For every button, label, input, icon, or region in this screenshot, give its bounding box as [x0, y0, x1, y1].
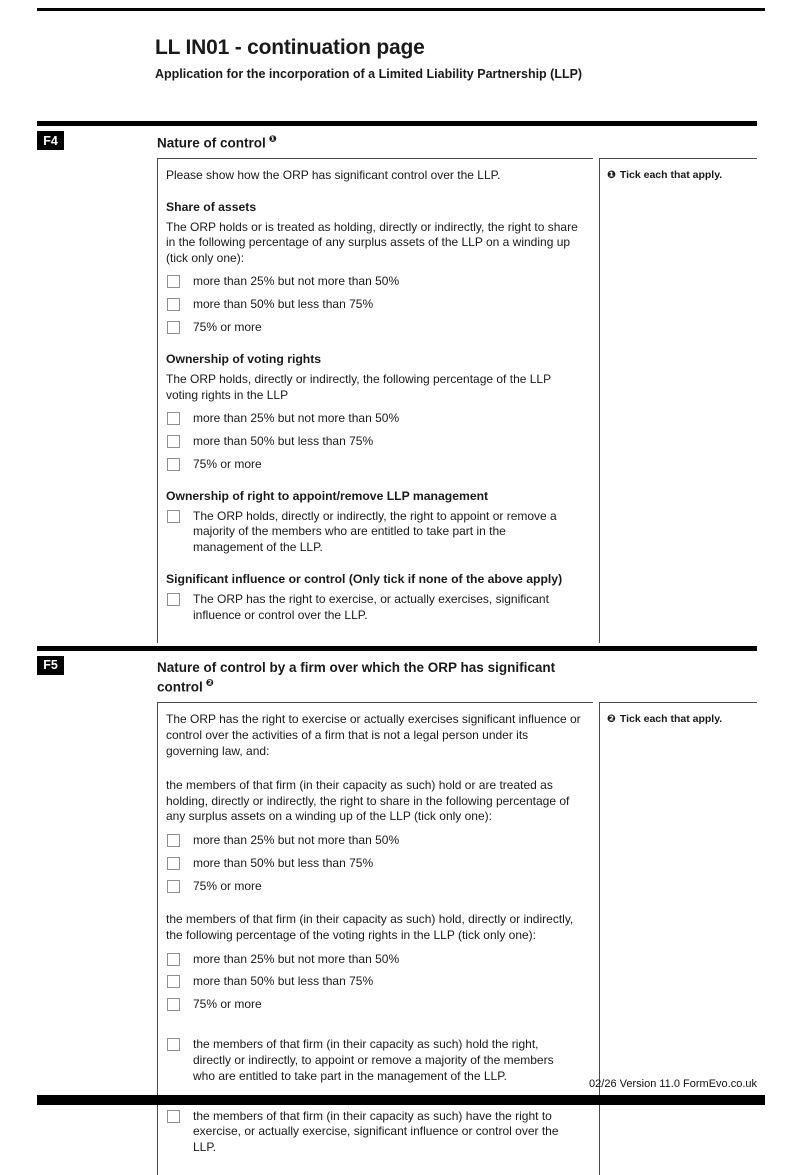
f5-intro: The ORP has the right to exercise or actually exercises significant influence or control over the activities of a firm that is not a legal person under its governing law, and: [166, 712, 581, 758]
option-label: more than 50% but less than 75% [193, 297, 374, 312]
note-marker-2-icon: ❷ [205, 678, 214, 690]
section-f4 [37, 126, 757, 643]
section-label-f5: F5 [37, 656, 64, 675]
section-heading-f5 [157, 658, 757, 698]
option-label: more than 25% but not more than 50% [193, 411, 400, 426]
note-marker-1-icon: ❶ [607, 169, 616, 182]
option-row [166, 320, 583, 336]
f4-voting-rights-body: The ORP holds, directly or indirectly, the following percentage of the LLP voting rights in the LLP [166, 371, 551, 402]
checkbox-f5-assets-50-75[interactable] [167, 857, 180, 870]
option-label: more than 50% but less than 75% [193, 433, 374, 448]
f4-intro: Please show how the ORP has significant control over the LLP. [166, 168, 501, 183]
section-heading-f4 [157, 133, 757, 153]
form-header [0, 0, 800, 81]
option-label: 75% or more [193, 997, 262, 1012]
checkbox-f5-voting-50-75[interactable] [167, 975, 180, 988]
f4-side-note [599, 158, 757, 643]
footer-version: 02/26 Version 11.0 FormEvo.co.uk [589, 1078, 757, 1090]
f4-side-note-text: Tick each that apply. [619, 169, 723, 182]
form-title: LL IN01 - continuation page [155, 36, 425, 59]
f4-appoint-remove-heading: Ownership of right to appoint/remove LLP management [166, 488, 489, 503]
f4-voting-rights-heading: Ownership of voting rights [166, 351, 322, 366]
option-label: more than 25% but not more than 50% [193, 951, 400, 966]
option-label: more than 50% but less than 75% [193, 974, 374, 989]
option-row [166, 974, 583, 990]
checkbox-f5-appoint-remove[interactable] [167, 1038, 180, 1051]
note-marker-2-icon: ❷ [607, 713, 616, 726]
option-row [166, 434, 583, 450]
option-label: The ORP has the right to exercise, or actually exercises, significant influence or control over the LLP. [193, 592, 549, 622]
f4-significant-influence-heading: Significant influence or control (Only tick if none of the above apply) [166, 572, 563, 587]
option-label: more than 25% but not more than 50% [193, 274, 400, 289]
option-row [166, 879, 583, 895]
option-row [166, 952, 583, 968]
section-label-f4: F4 [37, 131, 64, 150]
option-label: The ORP holds, directly or indirectly, the right to appoint or remove a majority of the members who are entitled to take part in the management of the LLP. [193, 508, 557, 555]
option-label: more than 25% but not more than 50% [193, 832, 400, 847]
option-label: 75% or more [193, 320, 262, 335]
checkbox-f4-voting-50-75[interactable] [167, 435, 180, 448]
checkbox-f4-appoint-remove[interactable] [167, 510, 180, 523]
checkbox-f4-assets-75-plus[interactable] [167, 321, 180, 334]
f5-voting-body: the members of that firm (in their capacity as such) hold, directly or indirectly, the following percentage of the voting rights in the LLP (tick only one): [166, 912, 574, 942]
option-label: the members of that firm (in their capacity as such) hold the right, directly or indirectly, to appoint or remove a majority of the members who are entitled to take part in the management of the LLP. [193, 1037, 554, 1083]
section-f4-label-column [37, 126, 157, 643]
option-row [166, 274, 583, 290]
option-row [166, 856, 583, 872]
option-row [166, 411, 583, 427]
f5-assets-body: the members of that firm (in their capacity as such) hold or are treated as holding, directly or indirectly, the right to share in the following percentage of any surplus assets on a winding up of the LLP (tick only one): [166, 778, 570, 824]
f4-share-of-assets-heading: Share of assets [166, 199, 257, 214]
checkbox-f5-significant-influence[interactable] [167, 1110, 180, 1123]
f4-share-of-assets-body: The ORP holds or is treated as holding, directly or indirectly, the right to share in the following percentage of any surplus assets of the LLP on a winding up (tick only one): [166, 219, 578, 265]
option-row [166, 509, 583, 556]
option-label: more than 50% but less than 75% [193, 855, 374, 870]
section-f4-content [157, 126, 757, 643]
checkbox-f5-assets-75-plus[interactable] [167, 880, 180, 893]
top-rule [37, 8, 765, 11]
checkbox-f4-significant-influence[interactable] [167, 593, 180, 606]
checkbox-f5-voting-25-50[interactable] [167, 953, 180, 966]
f4-boxes [157, 158, 757, 643]
option-row [166, 833, 583, 849]
option-row [166, 457, 583, 473]
option-label: 75% or more [193, 456, 262, 471]
option-label: the members of that firm (in their capacity as such) have the right to exercise, or actually exercise, significant influence or control over the LLP. [193, 1108, 559, 1155]
checkbox-f4-voting-25-50[interactable] [167, 412, 180, 425]
option-row [166, 592, 583, 624]
checkbox-f4-voting-75-plus[interactable] [167, 458, 180, 471]
option-row [166, 297, 583, 313]
option-label: 75% or more [193, 878, 262, 893]
f5-side-note-text: Tick each that apply. [619, 713, 723, 726]
f4-main-box [157, 158, 593, 643]
checkbox-f4-assets-25-50[interactable] [167, 275, 180, 288]
checkbox-f5-voting-75-plus[interactable] [167, 998, 180, 1011]
note-marker-1-icon: ❶ [268, 134, 277, 145]
section-heading-f5-text: Nature of control by a firm over which the ORP has significant control [157, 659, 556, 695]
checkbox-f4-assets-50-75[interactable] [167, 298, 180, 311]
option-row [166, 1109, 583, 1156]
checkbox-f5-assets-25-50[interactable] [167, 834, 180, 847]
bottom-rule [37, 1095, 765, 1105]
option-row [166, 1037, 583, 1084]
section-heading-f4-text: Nature of control [157, 135, 266, 151]
form-subtitle: Application for the incorporation of a Limited Liability Partnership (LLP) [155, 67, 583, 81]
option-row [166, 997, 583, 1013]
